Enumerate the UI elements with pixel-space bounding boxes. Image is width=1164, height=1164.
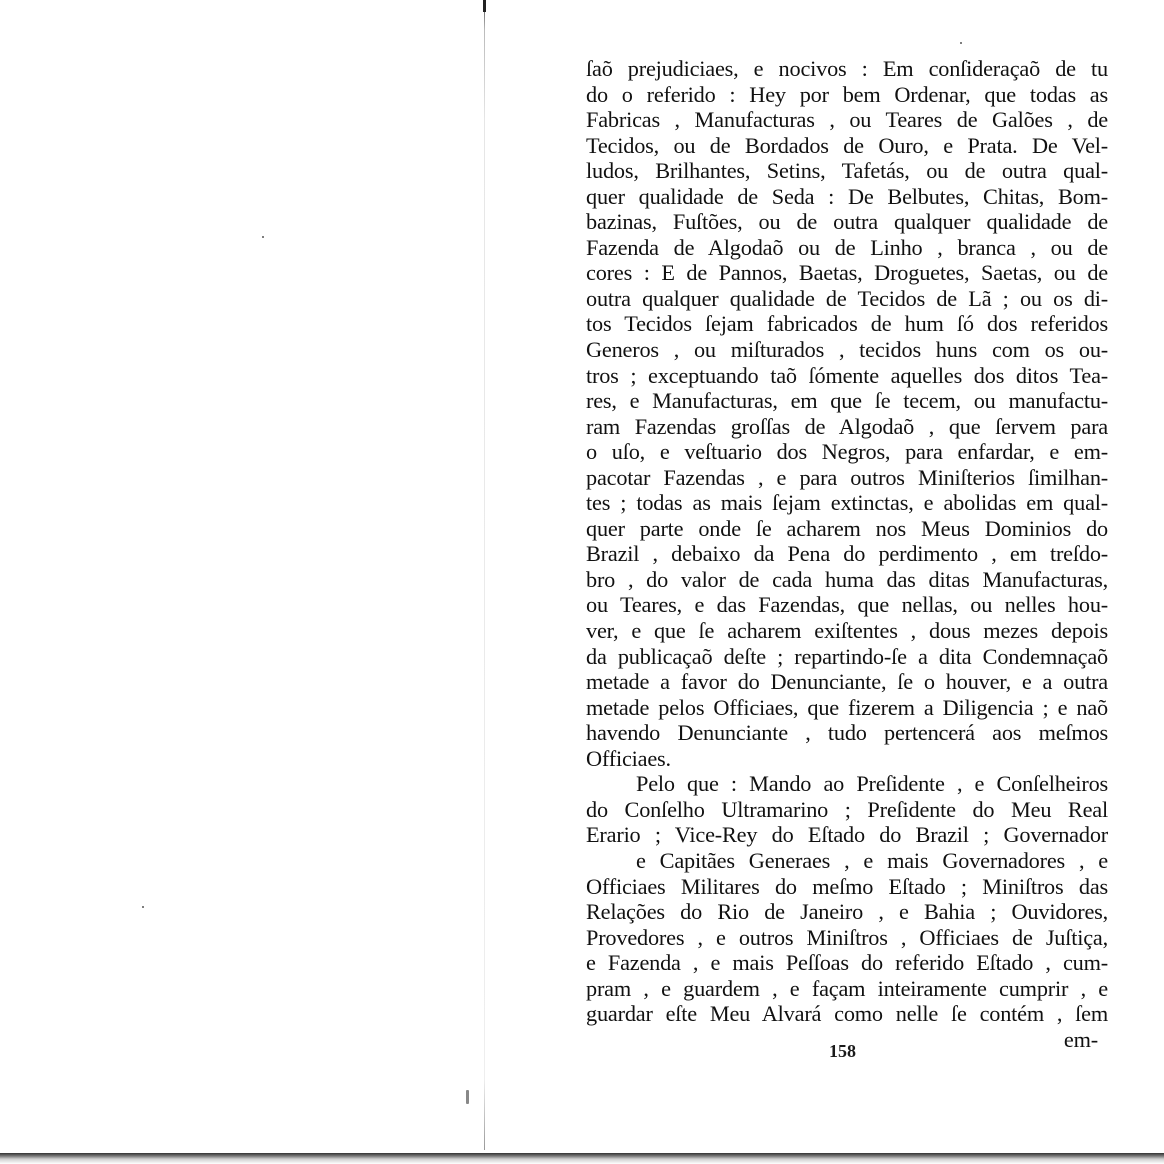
text-line: metade pelos Officiaes, que fizerem a Diligencia ; e naõ	[586, 694, 1108, 720]
text-line: e Capitães Generaes , e mais Governadores , e	[636, 847, 1108, 873]
text-line: tros ; exceptuando taõ ſómente aquelles dos ditos Tea-	[586, 362, 1108, 388]
scan-bottom-edge	[0, 1153, 1164, 1164]
text-line: Fazenda de Algodaõ ou de Linho , branca , ou de	[586, 234, 1108, 260]
paper-speck	[960, 42, 962, 44]
text-line: do o referido : Hey por bem Ordenar, que todas as	[586, 81, 1108, 107]
text-line: e Fazenda , e mais Peſſoas do referido Eſtado , cum-	[586, 950, 1108, 976]
text-line: outra qualquer qualidade de Tecidos de Lã ; ou os di-	[586, 285, 1108, 311]
text-line: do Conſelho Ultramarino ; Preſidente do Meu Real	[586, 796, 1108, 822]
text-line: Relações do Rio de Janeiro , e Bahia ; Ouvidores,	[586, 899, 1108, 925]
text-line: Pelo que : Mando ao Preſidente , e Conſelheiros	[636, 771, 1108, 797]
catchword: em-	[1063, 1026, 1098, 1052]
text-line: o uſo, e veſtuario dos Negros, para enfardar, e em-	[586, 439, 1108, 465]
text-line: cores : E de Pannos, Baetas, Droguetes, Saetas, ou de	[586, 260, 1108, 286]
text-line: quer parte onde ſe acharem nos Meus Dominios do	[586, 515, 1108, 541]
text-line: ver, e que ſe acharem exiſtentes , dous mezes depois	[586, 618, 1108, 644]
text-line: Officiaes Militares do meſmo Eſtado ; Miniſtros das	[586, 873, 1108, 899]
right-page	[486, 0, 1164, 1150]
text-line: Erario ; Vice-Rey do Eſtado do Brazil ; Governador	[586, 822, 1108, 848]
paper-speck	[142, 906, 144, 908]
paper-speck	[262, 236, 264, 238]
text-line: ludos, Brilhantes, Setins, Tafetás, ou de outra qual-	[586, 158, 1108, 184]
text-line: Generos , ou miſturados , tecidos huns com os ou-	[586, 337, 1108, 363]
text-line: havendo Denunciante , tudo pertencerá aos meſmos	[586, 720, 1108, 746]
text-line: ou Teares, e das Fazendas, que nellas, ou nelles hou-	[586, 592, 1108, 618]
text-line: Tecidos, ou de Bordados de Ouro, e Prata. De Vel-	[586, 132, 1108, 158]
text-line: Provedores , e outros Miniſtros , Officiaes de Juſtiça,	[586, 924, 1108, 950]
text-line: Brazil , debaixo da Pena do perdimento , em treſdo-	[586, 541, 1108, 567]
page-number: 158	[829, 1041, 856, 1061]
text-line: pacotar Fazendas , e para outros Miniſterios ſimilhan-	[586, 464, 1108, 490]
text-line: Fabricas , Manufacturas , ou Teares de Galões , de	[586, 107, 1108, 133]
page-gutter	[484, 0, 485, 1150]
body-text	[586, 56, 1108, 1052]
text-line: ram Fazendas groſſas de Algodaõ , que ſervem para	[586, 413, 1108, 439]
text-line: Officiaes.	[586, 745, 671, 771]
text-line: res, e Manufacturas, em que ſe tecem, ou manufactu-	[586, 388, 1108, 414]
text-line: da publicaçaõ deſte ; repartindo-ſe a dita Condemnaçaõ	[586, 643, 1108, 669]
text-line: tes ; todas as mais ſejam extinctas, e abolidas em qual-	[586, 490, 1108, 516]
left-page-blank	[0, 0, 484, 1150]
text-line: quer qualidade de Seda : De Belbutes, Chitas, Bom-	[586, 183, 1108, 209]
text-line: pram , e guardem , e façam inteiramente cumprir , e	[586, 975, 1108, 1001]
text-line: tos Tecidos ſejam fabricados de hum ſó dos referidos	[586, 311, 1108, 337]
text-line: bazinas, Fuſtões, ou de outra qualquer qualidade de	[586, 209, 1108, 235]
text-line: guardar eſte Meu Alvará como nelle ſe contém , ſem	[586, 1001, 1108, 1027]
text-line: bro , do valor de cada huma das ditas Manufacturas,	[586, 566, 1108, 592]
text-line: metade a favor do Denunciante, ſe o houver, e a outra	[586, 669, 1108, 695]
paper-speck	[466, 1090, 469, 1104]
text-line: ſaõ prejudiciaes, e nocivos : Em conſideraçaõ de tu	[586, 56, 1108, 81]
